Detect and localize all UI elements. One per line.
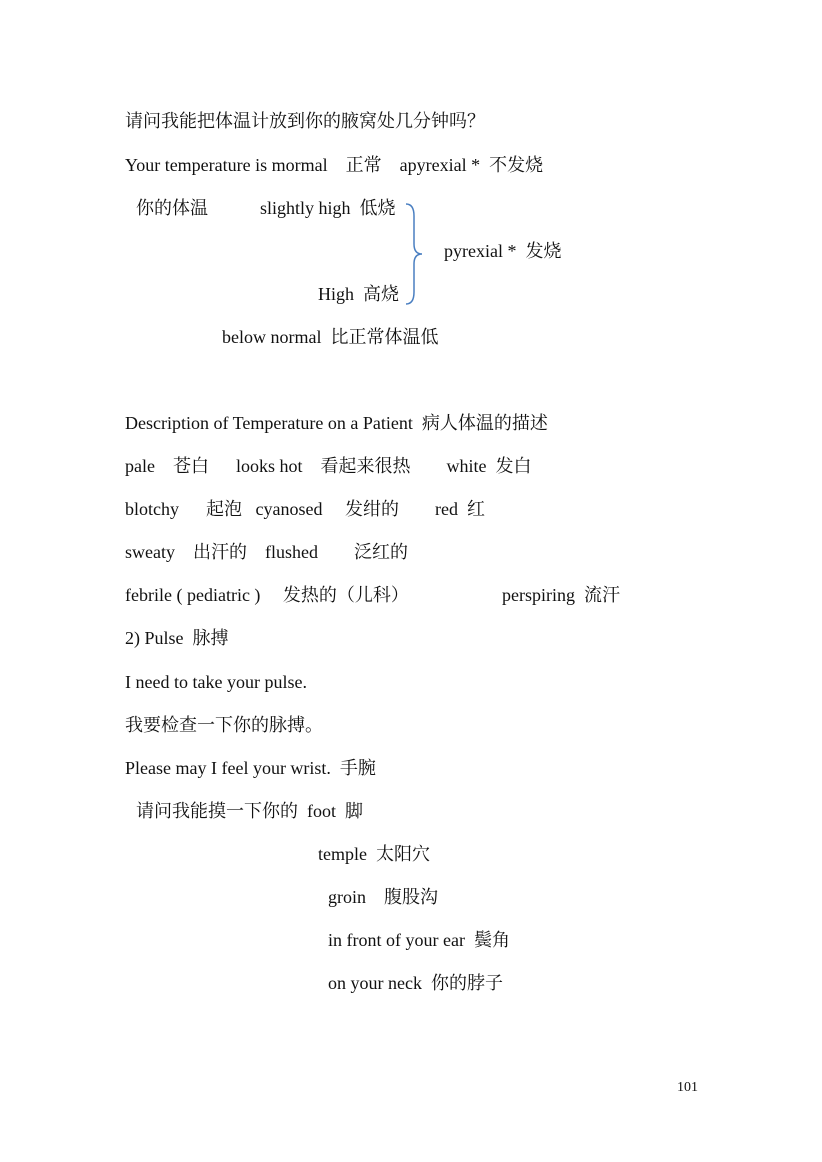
pulse-sentence-en: I need to take your pulse. — [125, 672, 307, 692]
pyrexial-term: pyrexial * 发烧 — [444, 241, 562, 261]
question-thermometer-armpit: 请问我能把体温计放到你的腋窝处几分钟吗？ — [125, 111, 485, 131]
high-term: High 高烧 — [318, 284, 399, 304]
section-heading-pulse: 2) Pulse 脉搏 — [125, 628, 229, 648]
your-temperature-label: 你的体温 — [136, 198, 208, 218]
page-number: 101 — [677, 1080, 698, 1095]
curly-brace-icon — [404, 202, 428, 306]
section-heading-description: Description of Temperature on a Patient 病人体温的描述 — [125, 413, 548, 433]
slightly-high-term: slightly high 低烧 — [260, 198, 396, 218]
neck-term: on your neck 你的脖子 — [328, 973, 503, 993]
temple-term: temple 太阳穴 — [318, 844, 430, 864]
vocab-row-sweaty: sweaty 出汗的 flushed 泛红的 — [125, 542, 408, 562]
vocab-row-blotchy: blotchy 起泡 cyanosed 发绀的 red 红 — [125, 499, 485, 519]
wrist-sentence: Please may I feel your wrist. 手腕 — [125, 758, 376, 778]
front-of-ear-term: in front of your ear 鬓角 — [328, 930, 510, 950]
vocab-row-febrile: febrile ( pediatric ) 发热的（儿科） — [125, 585, 409, 605]
foot-sentence: 请问我能摸一下你的 foot 脚 — [136, 801, 363, 821]
temperature-normal-line: Your temperature is mormal 正常 apyrexial * 不发烧 — [125, 155, 544, 175]
below-normal-term: below normal 比正常体温低 — [222, 327, 439, 347]
groin-term: groin 腹股沟 — [328, 887, 438, 907]
pulse-sentence-zh: 我要检查一下你的脉搏。 — [125, 715, 323, 735]
vocab-perspiring: perspiring 流汗 — [502, 585, 620, 605]
vocab-row-pale: pale 苍白 looks hot 看起来很热 white 发白 — [125, 456, 532, 476]
